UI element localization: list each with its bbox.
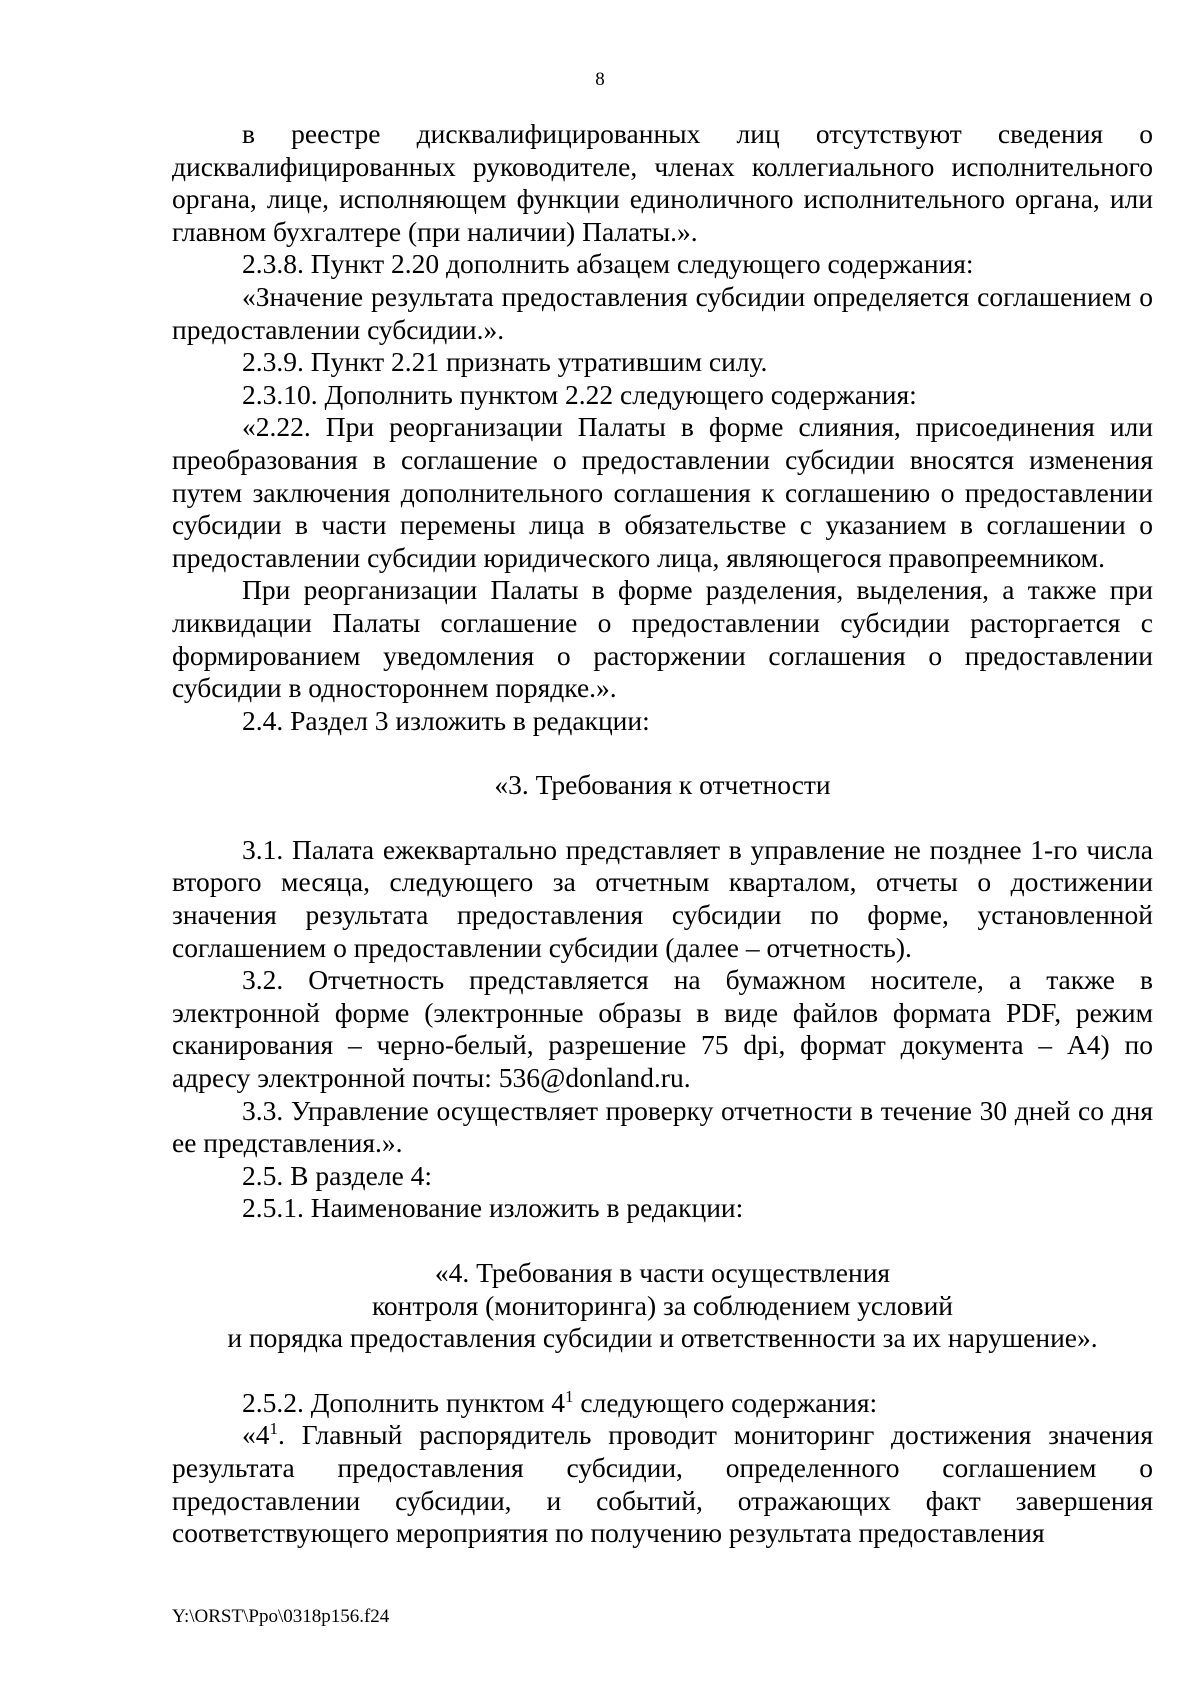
paragraph: в реестре дисквалифицированных лиц отсутствуют сведения о дисквалифицированных руководителе, членах коллегиального исполнительного органа, лице, исполняющем функции единоличного исполнительного органа, или главном бухгалтере (при наличии) Палаты.». — [172, 118, 1153, 247]
paragraph — [172, 1419, 1153, 1549]
paragraph: 2.3.10. Дополнить пунктом 2.22 следующего содержания: — [242, 378, 917, 410]
section-heading-line: контроля (мониторинга) за соблюдением условий — [371, 1289, 954, 1321]
superscript: 1 — [269, 1419, 278, 1439]
document-body — [172, 118, 1153, 1550]
section-heading-line: и порядка предоставления субсидии и ответственности за их нарушение». — [227, 1322, 1098, 1354]
paragraph: «2.22. При реорганизации Палаты в форме слияния, присоединения или преобразования в соглашение о предоставлении субсидии вносятся изменения путем заключения дополнительного соглашения к соглашению о предоставлении субсидии в части перемены лица в обязательстве с указанием в соглашении о предоставлении субсидии юридического лица, являющегося правопреемником. — [172, 411, 1153, 573]
file-path-footer: Y:\ORST\Ppo\0318p156.f24 — [172, 1606, 390, 1627]
paragraph: «Значение результата предоставления субсидии определяется соглашением о предоставлении субсидии.». — [172, 280, 1153, 345]
paragraph: 2.3.9. Пункт 2.21 признать утратившим силу. — [242, 346, 768, 378]
page-number: 8 — [595, 69, 605, 90]
paragraph-text: . Главный распорядитель проводит мониторинг достижения значения результата предоставления субсидии, определенного соглашением о предоставлении субсидии, и событий, отражающих факт завершения соответствующего мероприятия по получению результата предоставления — [172, 1419, 1153, 1549]
paragraph: При реорганизации Палаты в форме разделения, выделения, а также при ликвидации Палаты соглашение о предоставлении субсидии расторгается с формированием уведомления о расторжении соглашения о предоставлении субсидии в одностороннем порядке.». — [172, 574, 1153, 704]
paragraph-text: следующего содержания: — [573, 1386, 878, 1418]
paragraph: 3.1. Палата ежеквартально представляет в управление не позднее 1-го числа второго месяца, следующего за отчетным кварталом, отчеты о достижении значения результата предоставления субсидии по форме, установленной соглашением о предоставлении субсидии (далее – отчетность). — [172, 833, 1153, 963]
paragraph: 2.3.8. Пункт 2.20 дополнить абзацем следующего содержания: — [242, 248, 974, 280]
paragraph-text: «4 — [242, 1419, 270, 1451]
paragraph: 3.3. Управление осуществляет проверку отчетности в течение 30 дней со дня ее представления.». — [172, 1094, 1153, 1159]
paragraph: 2.5. В разделе 4: — [242, 1159, 433, 1191]
superscript: 1 — [565, 1386, 574, 1406]
paragraph-text: 2.5.2. Дополнить пунктом 4 — [242, 1386, 566, 1418]
paragraph — [172, 1387, 1153, 1420]
section-heading: «3. Требования к отчетности — [494, 769, 831, 801]
paragraph: 2.5.1. Наименование изложить в редакции: — [242, 1192, 744, 1224]
paragraph: 2.4. Раздел 3 изложить в редакции: — [242, 704, 650, 736]
paragraph: 3.2. Отчетность представляется на бумажном носителе, а также в электронной форме (электронные образы в виде файлов формата PDF, режим сканирования – черно-белый, разрешение 75 dpi, формат документа – А4) по адресу электронной почты: 536@donland.ru. — [172, 964, 1153, 1094]
section-heading-line: «4. Требования в части осуществления — [434, 1257, 891, 1288]
